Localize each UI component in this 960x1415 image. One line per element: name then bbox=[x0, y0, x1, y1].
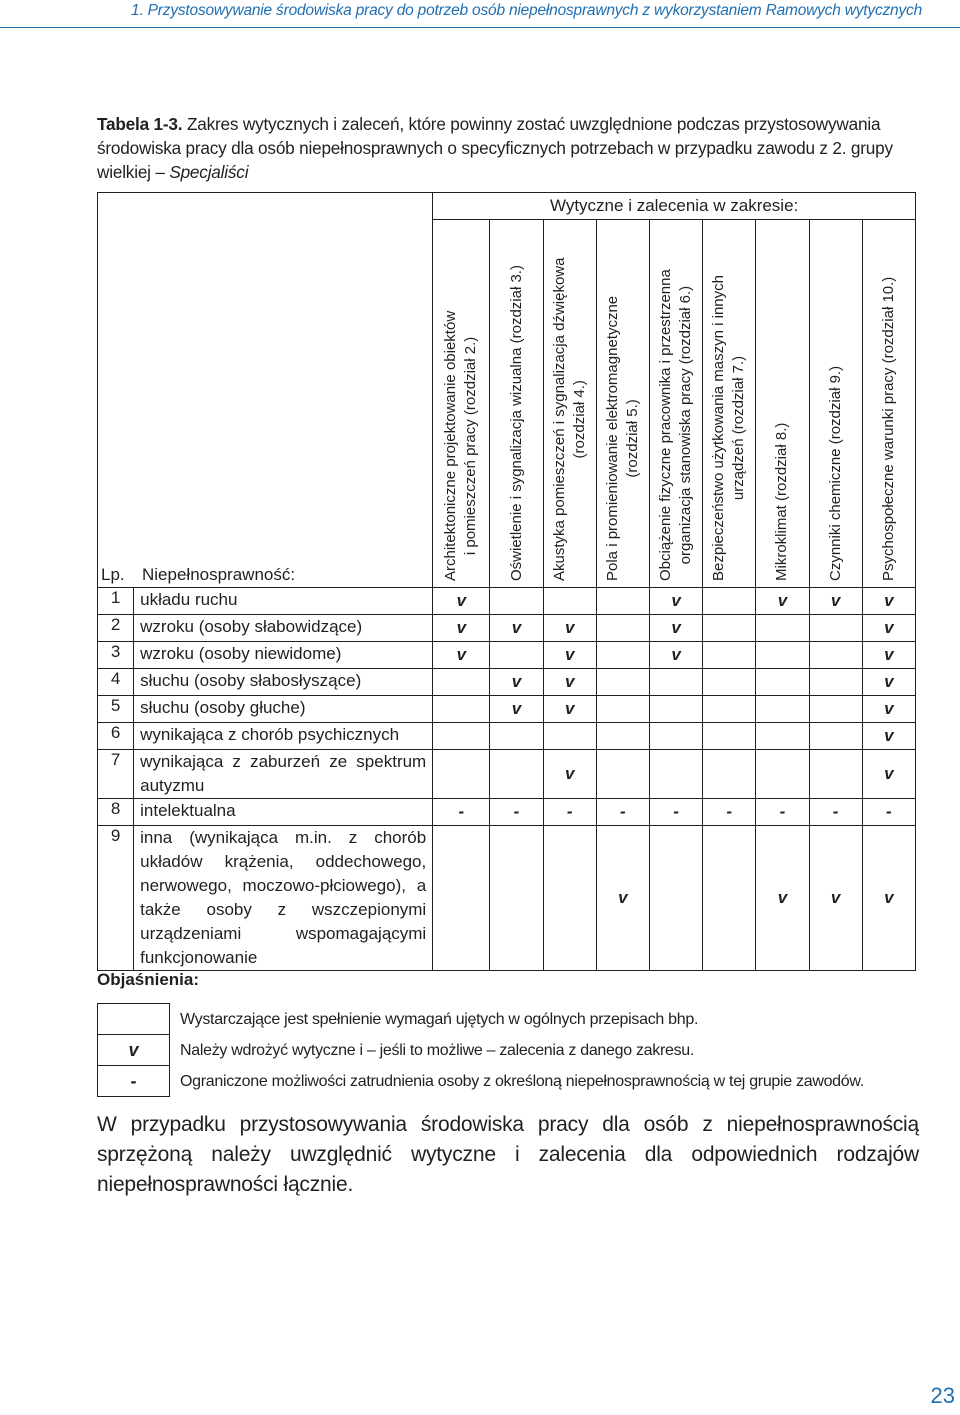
mark-cell bbox=[596, 615, 649, 642]
mark-cell bbox=[543, 723, 596, 750]
mark-cell bbox=[543, 826, 596, 971]
mark-cell bbox=[703, 750, 756, 799]
mark-cell: v bbox=[543, 669, 596, 696]
mark-cell: v bbox=[490, 615, 543, 642]
column-header-line: urządzeń (rozdział 7.) bbox=[730, 355, 748, 501]
caption-emphasis: Specjaliści bbox=[169, 162, 249, 182]
column-header-line: organizacja stanowiska pracy (rozdział 6.) bbox=[677, 285, 695, 565]
mark-cell: v bbox=[543, 750, 596, 799]
mark-cell: v bbox=[756, 588, 809, 615]
mark-cell bbox=[649, 750, 702, 799]
table-row bbox=[98, 826, 916, 971]
mark-cell: - bbox=[756, 799, 809, 826]
row-number: 7 bbox=[98, 750, 134, 799]
mark-cell: v bbox=[809, 826, 862, 971]
disability-name: inna (wynikająca m.in. z chorób układów krążenia, oddechowego, nerwowego, moczowo-płciowego), a także osoby z wszczepionymi urządzeniami wspomagającymi funkcjonowanie bbox=[134, 826, 433, 971]
table-row bbox=[98, 723, 916, 750]
disability-name: wzroku (osoby niewidome) bbox=[134, 642, 433, 669]
mark-cell bbox=[809, 615, 862, 642]
guidelines-table bbox=[97, 192, 916, 971]
mark-cell: - bbox=[433, 799, 490, 826]
column-header-line: Pola i promieniowanie elektromagnetyczne bbox=[603, 295, 621, 581]
column-header bbox=[433, 220, 490, 588]
table-row bbox=[98, 696, 916, 723]
column-header-label bbox=[441, 311, 481, 581]
mark-cell bbox=[490, 750, 543, 799]
mark-cell bbox=[490, 723, 543, 750]
column-header-line: Akustyka pomieszczeń i sygnalizacja dźwiękowa bbox=[550, 257, 568, 581]
mark-cell: v bbox=[433, 588, 490, 615]
column-header bbox=[756, 220, 809, 588]
mark-cell bbox=[703, 588, 756, 615]
mark-cell: v bbox=[809, 588, 862, 615]
column-header bbox=[862, 220, 915, 588]
column-header-label bbox=[550, 258, 590, 581]
mark-cell bbox=[490, 826, 543, 971]
mark-cell bbox=[809, 669, 862, 696]
mark-cell bbox=[596, 723, 649, 750]
mark-cell: - bbox=[809, 799, 862, 826]
legend-symbol-dash: - bbox=[98, 1066, 170, 1097]
row-number: 2 bbox=[98, 615, 134, 642]
mark-cell bbox=[649, 669, 702, 696]
mark-cell bbox=[490, 588, 543, 615]
mark-cell bbox=[596, 642, 649, 669]
column-header bbox=[490, 220, 543, 588]
column-header-label bbox=[772, 423, 792, 581]
column-header-line: Obciążenie fizyczne pracownika i przestrzenna bbox=[657, 269, 675, 581]
mark-cell bbox=[596, 696, 649, 723]
mark-cell bbox=[809, 723, 862, 750]
row-number: 8 bbox=[98, 799, 134, 826]
column-header bbox=[649, 220, 702, 588]
table-row bbox=[98, 642, 916, 669]
table-row bbox=[98, 669, 916, 696]
mark-cell: v bbox=[433, 642, 490, 669]
mark-cell: v bbox=[862, 750, 915, 799]
mark-cell: v bbox=[649, 615, 702, 642]
legend-title: Objaśnienia: bbox=[97, 970, 200, 989]
mark-cell: v bbox=[862, 723, 915, 750]
disability-name: słuchu (osoby słabosłyszące) bbox=[134, 669, 433, 696]
mark-cell: v bbox=[862, 588, 915, 615]
column-header-label bbox=[709, 275, 749, 581]
mark-cell: - bbox=[862, 799, 915, 826]
mark-cell: v bbox=[543, 615, 596, 642]
mark-cell: v bbox=[649, 588, 702, 615]
row-number: 1 bbox=[98, 588, 134, 615]
column-header-line: Mikroklimat (rozdział 8.) bbox=[773, 422, 791, 581]
disability-name: słuchu (osoby głuche) bbox=[134, 696, 433, 723]
mark-cell bbox=[756, 750, 809, 799]
mark-cell bbox=[596, 669, 649, 696]
legend-symbol-empty bbox=[98, 1004, 170, 1035]
table-caption bbox=[97, 112, 917, 184]
mark-cell bbox=[809, 642, 862, 669]
table-row bbox=[98, 615, 916, 642]
mark-cell: v bbox=[756, 826, 809, 971]
lp-header: Lp. bbox=[101, 565, 125, 584]
mark-cell bbox=[490, 642, 543, 669]
table-row bbox=[98, 588, 916, 615]
caption-text: Zakres wytycznych i zaleceń, które powinny zostać uwzględnione podczas przystosowywania środowiska pracy dla osób niepełnosprawnych o specyficznych potrzebach w przypadku zawodu z 2. grupy wielkiej – bbox=[97, 114, 893, 182]
mark-cell bbox=[703, 696, 756, 723]
mark-cell: v bbox=[543, 642, 596, 669]
mark-cell bbox=[703, 615, 756, 642]
column-header-line: Oświetlenie i sygnalizacja wizualna (rozdział 3.) bbox=[507, 265, 525, 581]
mark-cell bbox=[809, 696, 862, 723]
column-header bbox=[809, 220, 862, 588]
mark-cell: v bbox=[862, 696, 915, 723]
mark-cell bbox=[756, 642, 809, 669]
row-number: 6 bbox=[98, 723, 134, 750]
mark-cell: v bbox=[490, 696, 543, 723]
column-header-line: Psychospołeczne warunki pracy (rozdział 10.) bbox=[879, 276, 897, 581]
mark-cell bbox=[756, 669, 809, 696]
legend-text-dash: Ograniczone możliwości zatrudnienia osoby z określoną niepełnosprawnością w tej grupie zawodów. bbox=[180, 1073, 864, 1090]
table-row bbox=[98, 799, 916, 826]
mark-cell bbox=[703, 826, 756, 971]
mark-cell: v bbox=[433, 615, 490, 642]
mark-cell bbox=[543, 588, 596, 615]
mark-cell bbox=[756, 615, 809, 642]
mark-cell: v bbox=[862, 669, 915, 696]
corner-header bbox=[98, 193, 433, 588]
column-header-label bbox=[603, 296, 643, 581]
column-header bbox=[703, 220, 756, 588]
running-header: 1. Przystosowywanie środowiska pracy do potrzeb osób niepełnosprawnych z wykorzystaniem Ramowych wytycznych bbox=[131, 2, 922, 19]
disability-name: wzroku (osoby słabowidzące) bbox=[134, 615, 433, 642]
column-header-line: Bezpieczeństwo użytkowania maszyn i innych bbox=[710, 275, 728, 581]
legend-symbol-v: v bbox=[98, 1035, 170, 1066]
column-header-label bbox=[879, 277, 899, 581]
mark-cell: - bbox=[490, 799, 543, 826]
mark-cell: v bbox=[649, 642, 702, 669]
legend-text-v: Należy wdrożyć wytyczne i – jeśli to możliwe – zalecenia z danego zakresu. bbox=[180, 1042, 695, 1059]
column-header-line: Czynniki chemiczne (rozdział 9.) bbox=[826, 365, 844, 581]
mark-cell bbox=[433, 750, 490, 799]
mark-cell bbox=[809, 750, 862, 799]
mark-cell bbox=[756, 696, 809, 723]
table-row bbox=[98, 750, 916, 799]
mark-cell: v bbox=[490, 669, 543, 696]
row-number: 4 bbox=[98, 669, 134, 696]
header-rule bbox=[0, 27, 960, 28]
mark-cell bbox=[756, 723, 809, 750]
legend-text-empty: Wystarczające jest spełnienie wymagań ujętych w ogólnych przepisach bhp. bbox=[180, 1011, 699, 1028]
mark-cell bbox=[703, 669, 756, 696]
mark-cell: - bbox=[596, 799, 649, 826]
mark-cell bbox=[596, 588, 649, 615]
column-header-line: (rozdział 5.) bbox=[623, 399, 641, 478]
column-header-line: (rozdział 4.) bbox=[570, 380, 588, 459]
mark-cell: v bbox=[862, 642, 915, 669]
row-number: 9 bbox=[98, 826, 134, 971]
disability-name: wynikająca z zaburzeń ze spektrum autyzmu bbox=[134, 750, 433, 799]
column-header-line: Architektoniczne projektowanie obiektów bbox=[442, 310, 460, 581]
mark-cell: - bbox=[703, 799, 756, 826]
row-number: 3 bbox=[98, 642, 134, 669]
column-header bbox=[543, 220, 596, 588]
mark-cell: v bbox=[543, 696, 596, 723]
mark-cell: v bbox=[596, 826, 649, 971]
row-number: 5 bbox=[98, 696, 134, 723]
mark-cell: - bbox=[649, 799, 702, 826]
mark-cell bbox=[649, 826, 702, 971]
mark-cell bbox=[703, 723, 756, 750]
legend-table bbox=[97, 1003, 170, 1097]
mark-cell bbox=[433, 723, 490, 750]
caption-label: Tabela 1-3. bbox=[97, 114, 183, 134]
mark-cell bbox=[649, 696, 702, 723]
mark-cell bbox=[433, 669, 490, 696]
column-header-label bbox=[507, 265, 527, 581]
mark-cell: v bbox=[862, 826, 915, 971]
mark-cell bbox=[703, 642, 756, 669]
mark-cell bbox=[433, 696, 490, 723]
column-header bbox=[596, 220, 649, 588]
group-header: Wytyczne i zalecenia w zakresie: bbox=[433, 193, 916, 220]
mark-cell bbox=[649, 723, 702, 750]
page-number: 23 bbox=[930, 1383, 955, 1408]
note-paragraph: W przypadku przystosowywania środowiska pracy dla osób z niepełnosprawnością sprzężoną należy uwzględnić wytyczne i zalecenia dla odpowiednich rodzajów niepełnosprawności łącznie. bbox=[97, 1113, 919, 1196]
mark-cell bbox=[433, 826, 490, 971]
column-header-label bbox=[656, 269, 696, 581]
column-header-label bbox=[826, 366, 846, 581]
disability-header: Niepełnosprawność: bbox=[142, 565, 296, 584]
disability-name: intelektualna bbox=[134, 799, 433, 826]
disability-name: wynikająca z chorób psychicznych bbox=[134, 723, 433, 750]
column-header-line: i pomieszczeń pracy (rozdział 2.) bbox=[462, 336, 480, 556]
mark-cell: v bbox=[862, 615, 915, 642]
disability-name: układu ruchu bbox=[134, 588, 433, 615]
mark-cell: - bbox=[543, 799, 596, 826]
mark-cell bbox=[596, 750, 649, 799]
table-body bbox=[98, 588, 916, 971]
